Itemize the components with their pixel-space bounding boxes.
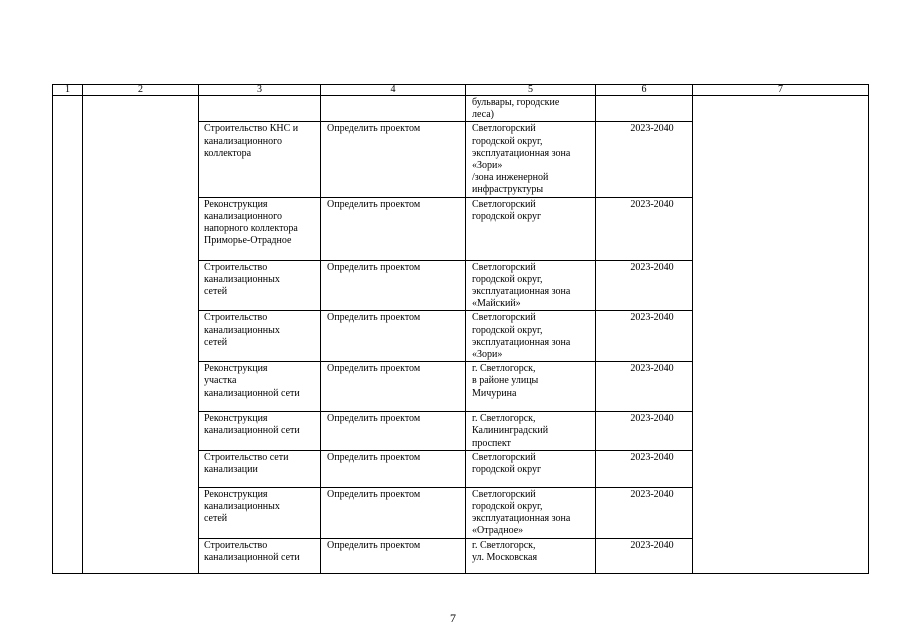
- period-text: 2023-2040: [630, 451, 674, 463]
- cost-text: Определить проектом: [327, 123, 421, 135]
- cost-cell: [321, 538, 466, 573]
- period-cell: [596, 450, 693, 487]
- location-cell: [466, 412, 596, 451]
- cost-text: Определить проектом: [327, 363, 421, 375]
- cost-text: Определить проектом: [327, 312, 421, 324]
- work-cell: [199, 412, 321, 451]
- period-text: 2023-2040: [630, 312, 674, 324]
- column-number-5: 5: [466, 85, 596, 96]
- period-text: [596, 96, 692, 97]
- work-text: [199, 96, 320, 97]
- work-cell: [199, 122, 321, 197]
- cost-cell: [321, 450, 466, 487]
- column-number-4: 4: [321, 85, 466, 96]
- cost-cell: [321, 197, 466, 260]
- work-cell: [199, 260, 321, 311]
- cost-text: Определить проектом: [327, 488, 421, 500]
- location-cell: [466, 362, 596, 412]
- period-cell: [596, 260, 693, 311]
- period-cell: [596, 311, 693, 362]
- work-text: Реконструкция канализационной сети: [204, 413, 300, 437]
- row-number-cell: [53, 96, 83, 574]
- period-cell: [596, 538, 693, 573]
- location-text: Светлогорский городской округ, эксплуатационная зона «Майский»: [472, 261, 571, 310]
- location-cell: [466, 487, 596, 538]
- work-cell: [199, 450, 321, 487]
- note-cell: [693, 96, 869, 574]
- column-number-6: 6: [596, 85, 693, 96]
- object-cell: [83, 96, 199, 574]
- cost-cell: [321, 362, 466, 412]
- location-text: Светлогорский городской округ, эксплуатационная зона «Зори» /зона инженерной инфраструктуры: [472, 123, 571, 196]
- cost-text: Определить проектом: [327, 413, 421, 425]
- work-cell: [199, 96, 321, 122]
- location-text: Светлогорский городской округ: [472, 451, 542, 476]
- page-number: 7: [450, 611, 456, 625]
- location-text: бульвары, городские леса): [472, 97, 560, 121]
- period-text: 2023-2040: [630, 488, 674, 500]
- work-cell: [199, 197, 321, 260]
- location-cell: [466, 260, 596, 311]
- cost-cell: [321, 260, 466, 311]
- period-text: 2023-2040: [630, 539, 674, 551]
- cost-text: [321, 96, 465, 97]
- period-cell: [596, 197, 693, 260]
- column-number-2: 2: [83, 85, 199, 96]
- column-number-7: 7: [693, 85, 869, 96]
- period-text: 2023-2040: [630, 413, 674, 425]
- cost-cell: [321, 311, 466, 362]
- location-text: г. Светлогорск, ул. Московская: [472, 539, 538, 563]
- work-plan-table: [52, 84, 869, 574]
- work-text: Строительство канализационных сетей: [204, 261, 280, 298]
- location-text: г. Светлогорск, Калининградский проспект: [472, 413, 549, 449]
- work-text: Строительство канализационных сетей: [204, 312, 280, 348]
- location-cell: [466, 122, 596, 197]
- location-cell: [466, 450, 596, 487]
- work-text: Строительство КНС и канализационного коллектора: [204, 123, 299, 159]
- location-text: Светлогорский городской округ, эксплуатационная зона «Отрадное»: [472, 488, 571, 537]
- location-cell: [466, 311, 596, 362]
- period-text: 2023-2040: [630, 363, 674, 375]
- cost-text: Определить проектом: [327, 539, 421, 551]
- column-number-row: [53, 85, 869, 96]
- cost-cell: [321, 96, 466, 122]
- period-text: 2023-2040: [630, 261, 674, 273]
- cost-text: Определить проектом: [327, 451, 421, 463]
- work-text: Реконструкция канализационных сетей: [204, 488, 280, 525]
- column-number-1: 1: [53, 85, 83, 96]
- work-cell: [199, 538, 321, 573]
- location-text: Светлогорский городской округ: [472, 198, 542, 222]
- work-cell: [199, 311, 321, 362]
- work-text: Строительство сети канализации: [204, 451, 289, 476]
- work-text: Реконструкция канализационного напорного коллектора Приморье-Отрадное: [204, 198, 298, 247]
- work-text: Реконструкция участка канализационной сети: [204, 363, 300, 399]
- cost-text: Определить проектом: [327, 198, 421, 210]
- period-text: 2023-2040: [630, 123, 674, 135]
- location-text: г. Светлогорск, в районе улицы Мичурина: [472, 363, 539, 399]
- cost-cell: [321, 487, 466, 538]
- column-number-3: 3: [199, 85, 321, 96]
- period-cell: [596, 412, 693, 451]
- work-cell: [199, 362, 321, 412]
- cost-text: Определить проектом: [327, 261, 421, 273]
- period-text: 2023-2040: [630, 198, 674, 210]
- work-cell: [199, 487, 321, 538]
- period-cell: [596, 487, 693, 538]
- period-cell: [596, 96, 693, 122]
- cost-cell: [321, 122, 466, 197]
- location-text: Светлогорский городской округ, эксплуатационная зона «Зори»: [472, 312, 571, 361]
- cost-cell: [321, 412, 466, 451]
- location-cell: [466, 197, 596, 260]
- location-cell: [466, 96, 596, 122]
- period-cell: [596, 362, 693, 412]
- location-cell: [466, 538, 596, 573]
- work-text: Строительство канализационной сети: [204, 539, 300, 563]
- period-cell: [596, 122, 693, 197]
- table-row: [53, 96, 869, 122]
